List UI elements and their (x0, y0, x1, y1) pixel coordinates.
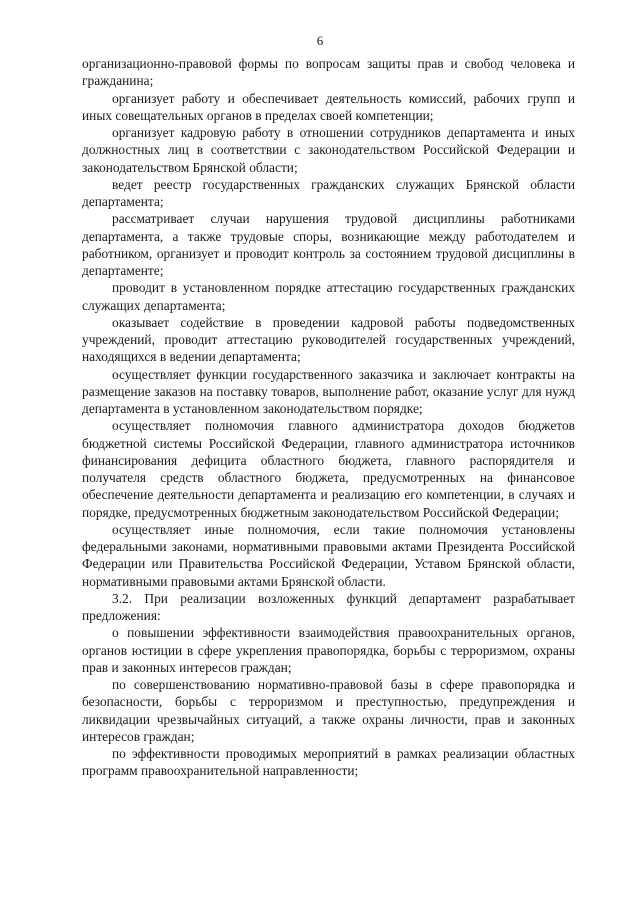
paragraph: ведет реестр государственных гражданских служащих Брянской области департамента; (82, 176, 575, 209)
paragraph: проводит в установленном порядке аттестацию государственных гражданских служащих департамента; (82, 280, 575, 313)
paragraph: организационно-правовой формы по вопросам защиты прав и свобод человека и гражданина; (82, 56, 575, 89)
page-number: 6 (316, 33, 324, 48)
paragraph: осуществляет функции государственного заказчика и заключает контракты на размещение заказов на поставку товаров, выполнение работ, оказание услуг для нужд департамента в установленном законодательством порядке; (82, 366, 575, 416)
paragraph: оказывает содействие в проведении кадровой работы подведомственных учреждений, проводит аттестацию руководителей государственных учреждений, находящихся в ведении департамента; (82, 314, 575, 365)
paragraph: по эффективности проводимых мероприятий в рамках реализации областных программ правоохранительной направленности; (82, 746, 575, 779)
paragraph: о повышении эффективности взаимодействия правоохранительных органов, органов юстиции в сфере укрепления правопорядка, борьбы с терроризмом, охраны прав и законных интересов граждан; (82, 625, 575, 675)
paragraph: по совершенствованию нормативно-правовой базы в сфере правопорядка и безопасности, борьбы с терроризмом и преступностью, предупреждения и ликвидации чрезвычайных ситуаций, а также охраны личности, прав и законных интересов граждан; (82, 677, 575, 744)
paragraph: рассматривает случаи нарушения трудовой дисциплины работниками департамента, а также трудовые споры, возникающие между работодателем и работником, организует и проводит контроль за состоянием трудовой дисциплины в департаменте; (82, 211, 575, 278)
paragraph: осуществляет полномочия главного администратора доходов бюджетов бюджетной системы Российской Федерации, главного администратора источников финансирования дефицита областного бюджета, главного распорядителя и получателя средств областного бюджета, предусмотренных на финансовое обеспечение деятельности департамента и реализацию его компетенции, в случаях и порядке, предусмотренных бюджетным законодательством Российской Федерации; (82, 418, 575, 520)
paragraph: организует работу и обеспечивает деятельность комиссий, рабочих групп и иных совещательных органов в пределах своей компетенции; (82, 90, 575, 123)
paragraph: осуществляет иные полномочия, если такие полномочия установлены федеральными законами, нормативными правовыми актами Президента Российской Федерации или Правительства Российской Федерации, Уставом Брянской области, нормативными правовыми актами Брянской области. (82, 521, 575, 589)
section-paragraph: 3.2. При реализации возложенных функций департамент разрабатывает предложения: (82, 590, 575, 623)
document-body (82, 55, 575, 780)
paragraph: организует кадровую работу в отношении сотрудников департамента и иных должностных лиц в соответствии с законодательством Российской Федерации и законодательством Брянской области; (82, 125, 575, 175)
